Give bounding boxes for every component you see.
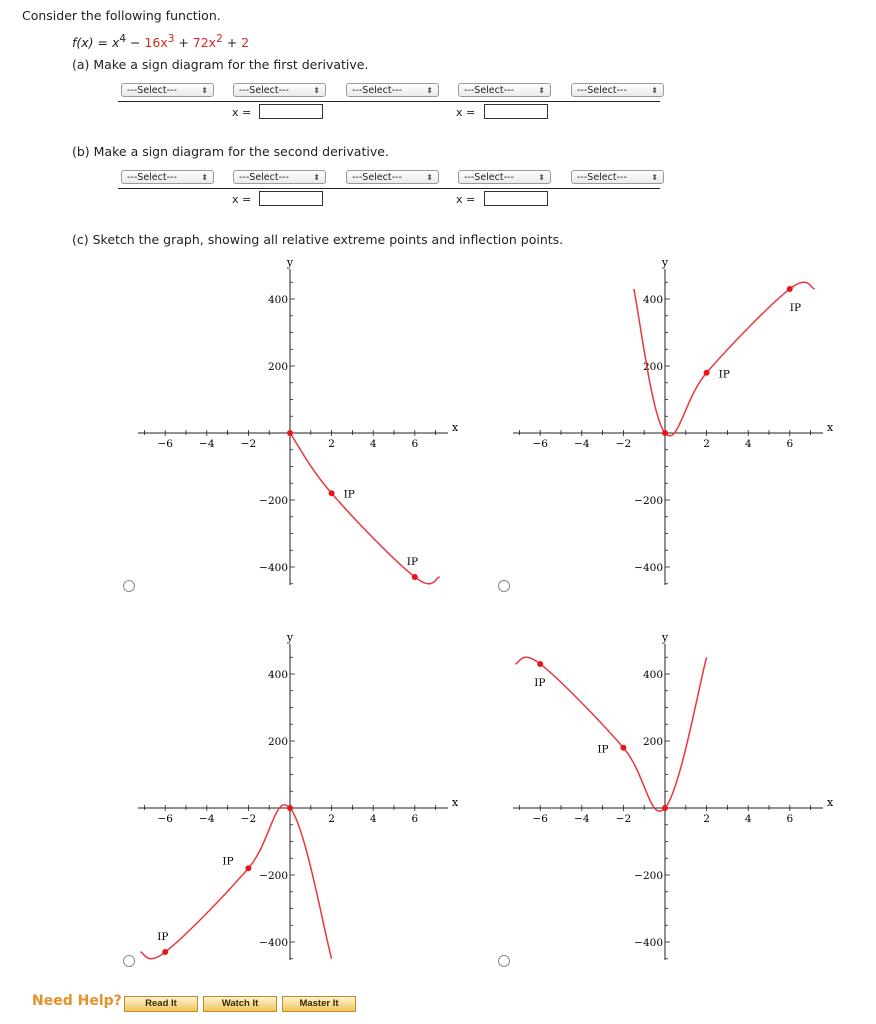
y-axis-label: y	[286, 631, 294, 644]
ip-label: IP	[789, 301, 802, 314]
x-tick-label: 2	[328, 813, 335, 825]
select-arrows-icon: ⬍	[426, 173, 433, 182]
x-tick-label: −6	[157, 438, 173, 450]
y-tick-label: 400	[267, 669, 288, 681]
x-tick-label: 6	[786, 813, 794, 825]
x-tick-label: −6	[532, 813, 548, 825]
select-arrows-icon: ⬍	[426, 86, 433, 95]
x-tick-label: 6	[411, 438, 419, 450]
part-b-x-input-2[interactable]	[484, 191, 548, 206]
y-tick-label: −200	[259, 870, 288, 882]
part-c-label: (c) Sketch the graph, showing all relative extreme points and inflection points.	[72, 232, 564, 247]
select-arrows-icon: ⬍	[651, 86, 658, 95]
y-axis-label: y	[661, 631, 669, 644]
function-curve	[140, 805, 331, 959]
x-tick-label: −4	[574, 813, 590, 825]
part-b-label: (b) Make a sign diagram for the second derivative.	[72, 144, 389, 159]
part-b-select-4[interactable]: ---Select--- ⬍	[458, 170, 551, 184]
y-tick-label: −200	[259, 495, 288, 507]
x-tick-label: 6	[786, 438, 794, 450]
question-prompt: Consider the following function.	[22, 8, 221, 23]
graph-option-3-radio[interactable]	[123, 955, 135, 967]
x-tick-label: −2	[615, 438, 632, 450]
part-b-select-2[interactable]: ---Select--- ⬍	[233, 170, 326, 184]
inflection-point	[245, 865, 251, 871]
part-b-select-3[interactable]: ---Select--- ⬍	[346, 170, 439, 184]
x-tick-label: 2	[328, 438, 335, 450]
part-a-select-1[interactable]: ---Select--- ⬍	[121, 83, 214, 97]
x-tick-label: −2	[240, 813, 257, 825]
extreme-point	[287, 805, 293, 811]
x-tick-label: −6	[532, 438, 548, 450]
part-b-select-1[interactable]: ---Select--- ⬍	[121, 170, 214, 184]
x-axis-label: x	[452, 796, 459, 809]
read-it-button[interactable]: Read It	[124, 996, 198, 1012]
graph-option-4	[505, 630, 845, 965]
x-tick-label: 4	[744, 813, 752, 825]
inflection-point	[329, 490, 335, 496]
part-a-label: (a) Make a sign diagram for the first derivative.	[72, 57, 369, 72]
master-it-button[interactable]: Master It	[282, 996, 356, 1012]
graph-option-1	[130, 255, 470, 590]
y-axis-label: y	[661, 256, 669, 269]
part-a-select-2[interactable]: ---Select--- ⬍	[233, 83, 326, 97]
part-b-select-5[interactable]: ---Select--- ⬍	[571, 170, 664, 184]
inflection-point	[620, 745, 626, 751]
part-a-select-4[interactable]: ---Select--- ⬍	[458, 83, 551, 97]
part-a-x-input-1[interactable]	[259, 104, 323, 119]
select-arrows-icon: ⬍	[538, 86, 545, 95]
part-b-x-label-1: x =	[232, 193, 252, 206]
x-tick-label: 4	[744, 438, 752, 450]
extreme-point	[662, 805, 668, 811]
x-tick-label: −4	[199, 813, 215, 825]
part-b-x-input-1[interactable]	[259, 191, 323, 206]
part-a-x-input-2[interactable]	[484, 104, 548, 119]
select-arrows-icon: ⬍	[538, 173, 545, 182]
extreme-point	[287, 430, 293, 436]
select-arrows-icon: ⬍	[313, 173, 320, 182]
x-tick-label: −2	[615, 813, 632, 825]
y-tick-label: −400	[259, 937, 288, 949]
y-tick-label: −200	[634, 495, 663, 507]
part-a-x-label-1: x =	[232, 106, 252, 119]
inflection-point	[537, 661, 543, 667]
x-tick-label: 4	[369, 813, 377, 825]
y-tick-label: 400	[267, 294, 288, 306]
y-axis-label: y	[286, 256, 294, 269]
ip-label: IP	[718, 368, 730, 381]
part-a-select-5[interactable]: ---Select--- ⬍	[571, 83, 664, 97]
x-tick-label: 4	[369, 438, 377, 450]
need-help-label: Need Help?	[32, 993, 122, 1009]
part-a-x-label-2: x =	[456, 106, 476, 119]
y-tick-label: 400	[642, 669, 663, 681]
function-expression: $f(x) = x^4 - 16x^3 + 72x^2 + 2$	[72, 33, 250, 51]
x-tick-label: 6	[411, 813, 419, 825]
inflection-point	[162, 949, 168, 955]
select-arrows-icon: ⬍	[201, 173, 208, 182]
part-b-x-label-2: x =	[456, 193, 476, 206]
x-tick-label: −2	[240, 438, 257, 450]
x-tick-label: −4	[574, 438, 590, 450]
select-arrows-icon: ⬍	[201, 86, 208, 95]
ip-label: IP	[157, 931, 169, 944]
y-tick-label: −400	[634, 937, 663, 949]
y-tick-label: 200	[267, 361, 288, 373]
extreme-point	[662, 430, 668, 436]
y-tick-label: 400	[642, 294, 663, 306]
x-tick-label: −4	[199, 438, 215, 450]
y-tick-label: −400	[634, 562, 663, 574]
x-tick-label: 2	[703, 813, 710, 825]
select-arrows-icon: ⬍	[651, 173, 658, 182]
x-axis-label: x	[452, 421, 459, 434]
graph-option-2-radio[interactable]	[498, 580, 510, 592]
inflection-point	[412, 574, 418, 580]
select-arrows-icon: ⬍	[313, 86, 320, 95]
graph-option-4-radio[interactable]	[498, 955, 510, 967]
y-tick-label: −400	[259, 562, 288, 574]
sign-diagram-line-b	[118, 188, 660, 189]
y-tick-label: −200	[634, 870, 663, 882]
ip-label: IP	[597, 743, 609, 756]
ip-label: IP	[222, 855, 234, 868]
x-axis-label: x	[827, 421, 834, 434]
ip-label: IP	[534, 676, 546, 689]
sign-diagram-line-a	[118, 101, 660, 102]
inflection-point	[704, 370, 710, 376]
graph-option-2	[505, 255, 845, 590]
inflection-point	[787, 286, 793, 292]
ip-label: IP	[343, 488, 355, 501]
x-tick-label: −6	[157, 813, 173, 825]
ip-label: IP	[406, 556, 419, 569]
y-tick-label: 200	[642, 361, 663, 373]
watch-it-button[interactable]: Watch It	[203, 996, 277, 1012]
graph-option-1-radio[interactable]	[123, 580, 135, 592]
graph-option-3	[130, 630, 470, 965]
x-tick-label: 2	[703, 438, 710, 450]
x-axis-label: x	[827, 796, 834, 809]
y-tick-label: 200	[642, 736, 663, 748]
y-tick-label: 200	[267, 736, 288, 748]
part-a-select-3[interactable]: ---Select--- ⬍	[346, 83, 439, 97]
